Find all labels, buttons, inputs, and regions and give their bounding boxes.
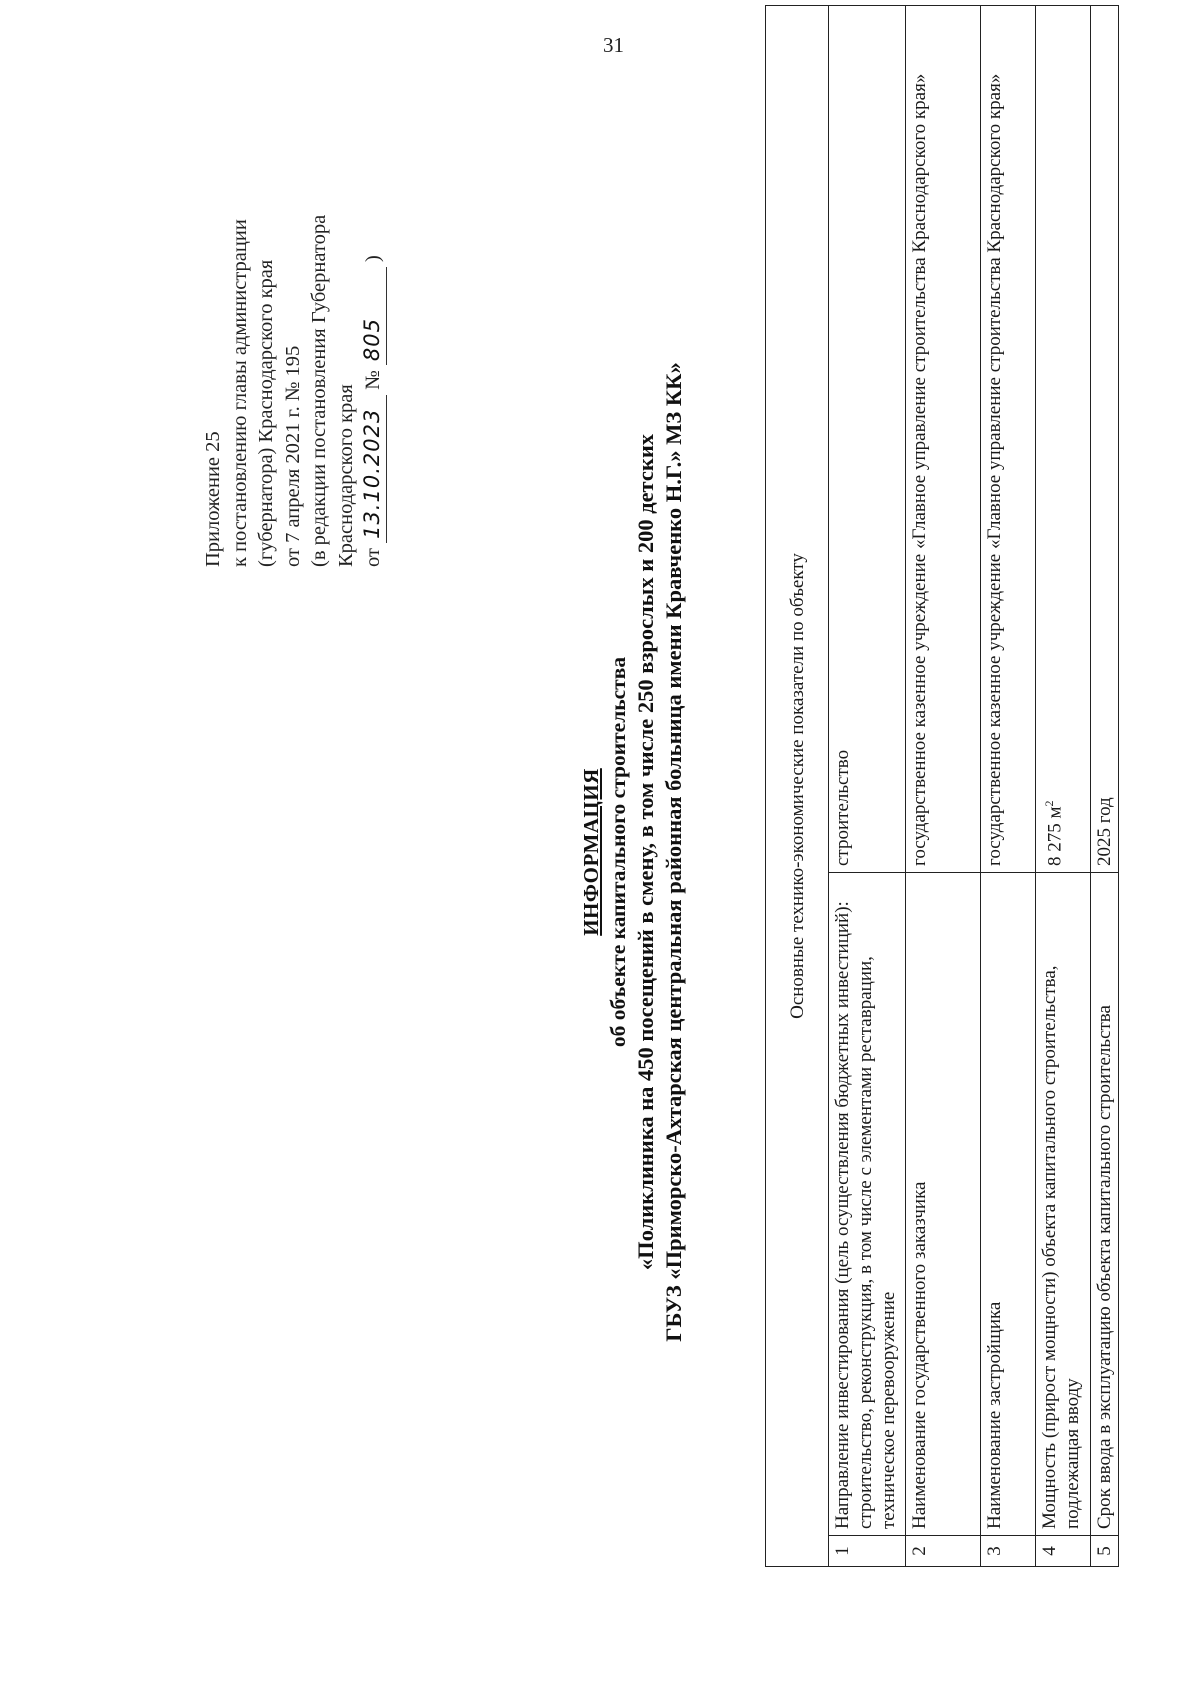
document-title — [578, 67, 688, 1637]
title-object-line-1: «Поликлиника на 450 посещений в смену, в том числе 250 взрослых и 200 детских — [633, 433, 658, 1271]
row-name: Наименование застройщика — [981, 873, 1036, 1536]
row-value: государственное казенное учреждение «Главное управление строительства Краснодарского края» — [906, 6, 981, 873]
from-label: от — [362, 548, 384, 567]
table-row — [829, 6, 906, 1567]
title-subheading: об объекте капитального строительства — [606, 656, 630, 1048]
title-heading: ИНФОРМАЦИЯ — [579, 768, 603, 936]
row-value-cell — [1036, 6, 1091, 873]
row-value: 8 275 м — [1044, 806, 1066, 866]
title-object-line-2: ГБУЗ «Приморско-Ахтарская центральная районная больница имени Кравченко Н.Г.» МЗ КК» — [661, 362, 686, 1342]
appendix-line-2: к постановлению главы администрации — [228, 219, 251, 567]
row-number: 4 — [1036, 1536, 1091, 1567]
row-value: государственное казенное учреждение «Главное управление строительства Краснодарского края» — [981, 6, 1036, 873]
appendix-line-3: (губернатора) Краснодарского края — [255, 259, 277, 567]
row-name: Срок ввода в эксплуатацию объекта капитального строительства — [1091, 873, 1119, 1536]
close-paren: ) — [362, 255, 384, 262]
handwritten-number: 805 — [359, 267, 387, 365]
table-row — [1091, 6, 1119, 1567]
row-number: 2 — [906, 1536, 981, 1567]
appendix-line-4: от 7 апреля 2021 г. № 195 — [281, 345, 304, 567]
number-label: № — [362, 370, 384, 390]
appendix-note — [200, 47, 387, 567]
page-number: 31 — [603, 33, 624, 57]
appendix-line-6: Краснодарского края — [334, 384, 357, 567]
row-name: Мощность (прирост мощности) объекта капитального строительства, подлежащая вводу — [1036, 873, 1091, 1536]
appendix-line-5: (в редакции постановления Губернатора — [308, 214, 330, 567]
unit-superscript: 2 — [1042, 800, 1056, 807]
row-number: 3 — [981, 1536, 1036, 1567]
appendix-line-7 — [359, 47, 387, 567]
indicators-table — [765, 5, 1119, 1567]
table-row — [906, 6, 981, 1567]
row-number: 1 — [829, 1536, 906, 1567]
table-row — [1036, 6, 1091, 1567]
table-row — [981, 6, 1036, 1567]
row-number: 5 — [1091, 1536, 1119, 1567]
row-value: строительство — [829, 6, 906, 873]
appendix-line-1: Приложение 25 — [202, 431, 224, 567]
row-value: 2025 год — [1091, 6, 1119, 873]
row-name: Наименование государственного заказчика — [906, 873, 981, 1536]
row-name: Направление инвестирования (цель осуществления бюджетных инвестиций): строительство, реконструкция, в том числе с элементами реставрации, техническое перевооружение — [829, 873, 906, 1536]
handwritten-date: 13.10.2023 — [359, 395, 387, 543]
table-header: Основные технико-экономические показатели по объекту — [766, 6, 829, 1567]
